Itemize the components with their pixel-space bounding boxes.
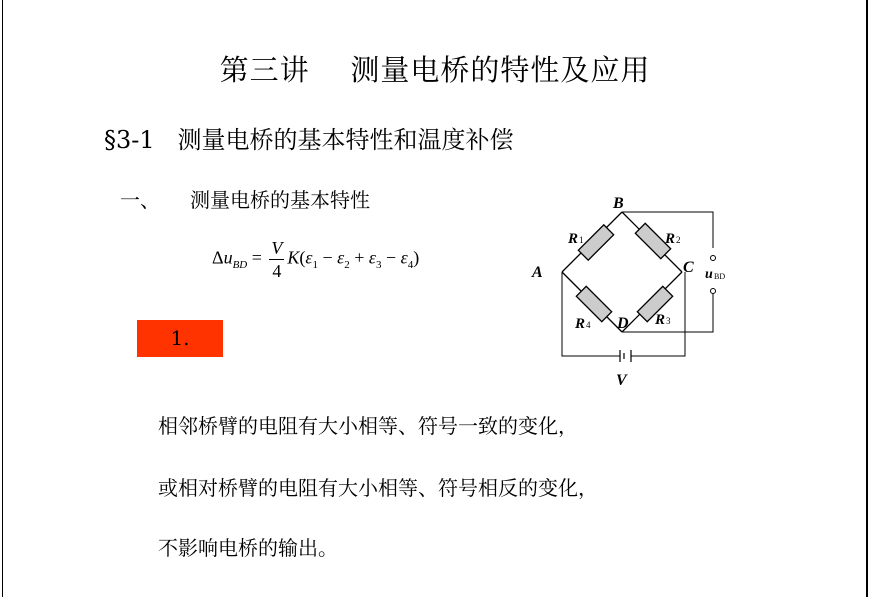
r2-label: R [665, 231, 676, 247]
output-terminal-top [711, 256, 716, 261]
bridge-output-formula [212, 237, 419, 282]
r2-subscript: 2 [676, 235, 681, 245]
node-d-label: D [617, 315, 629, 332]
fraction-numerator: V [271, 238, 283, 258]
r1-subscript: 1 [579, 235, 584, 245]
output-terminal-bottom [711, 289, 716, 294]
supply-voltage-label: V [616, 372, 627, 389]
node-c-label: C [683, 259, 694, 276]
r4-subscript: 4 [586, 320, 591, 330]
subheading-text: 测量电桥的基本特性 [190, 188, 370, 212]
formula-delta: Δ [212, 247, 224, 268]
formula-u-subscript: BD [232, 259, 248, 272]
r1-label: R [568, 231, 579, 247]
formula-close-paren: ) [413, 247, 420, 268]
body-line-opposite-arms: 或相对桥臂的电阻有大小相等、符号相反的变化， [158, 476, 598, 500]
resistor-r1 [578, 225, 613, 260]
page-right-border [866, 0, 868, 597]
formula-sub-3: 3 [376, 259, 382, 272]
subheading-number: 一、 [120, 188, 160, 212]
formula-sub-1: 1 [312, 259, 319, 272]
node-b-label: B [613, 195, 624, 212]
formula-epsilon: ε [368, 247, 377, 268]
highlight-label-box: 1. [137, 320, 223, 357]
body-line-no-effect: 不影响电桥的输出。 [158, 536, 338, 560]
supply-wire-left [562, 272, 620, 356]
formula-sub-2: 2 [344, 259, 350, 272]
formula-minus: − [386, 247, 397, 268]
formula-epsilon: ε [400, 247, 408, 268]
section-heading: §3-1 测量电桥的基本特性和温度补偿 [104, 126, 514, 154]
wheatstone-bridge-diagram [525, 188, 730, 393]
formula-sub-4: 4 [407, 259, 414, 272]
formula-epsilon: ε [337, 247, 345, 268]
formula-k: K [287, 247, 300, 268]
output-voltage-label: u [705, 267, 713, 282]
formula-fraction [269, 237, 284, 282]
page-left-border [2, 0, 3, 597]
formula-minus: − [322, 247, 333, 268]
formula-epsilon: ε [305, 247, 313, 268]
fraction-denominator: 4 [272, 261, 282, 281]
r4-label: R [575, 316, 586, 332]
r3-subscript: 3 [666, 316, 671, 326]
output-voltage-subscript: BD [714, 272, 726, 281]
formula-plus: + [354, 247, 365, 268]
formula-equals: = [251, 247, 262, 268]
formula-u: u [223, 247, 233, 268]
node-a-label: A [532, 264, 543, 281]
r3-label: R [655, 312, 666, 328]
formula-open-paren: ( [299, 247, 306, 268]
body-line-adjacent-arms: 相邻桥臂的电阻有大小相等、符号一致的变化， [158, 414, 578, 438]
page-title: 第三讲 测量电桥的特性及应用 [219, 53, 651, 87]
